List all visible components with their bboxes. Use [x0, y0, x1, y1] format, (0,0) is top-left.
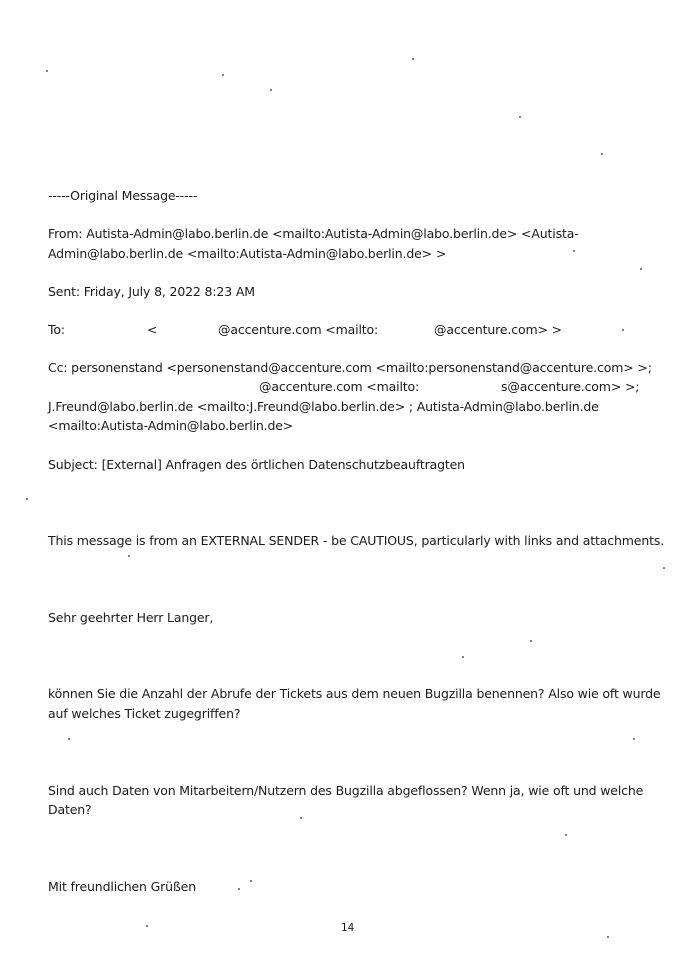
paragraph-2-line-2: Daten? — [48, 802, 92, 817]
cc-line-1: Cc: personenstand <personenstand@accenture.com <mailto:personenstand@accenture.com> >; — [48, 360, 652, 375]
external-sender-warning: This message is from an EXTERNAL SENDER - be CAUTIOUS, particularly with links and attachments. — [48, 533, 665, 548]
sent-line: Sent: Friday, July 8, 2022 8:23 AM — [48, 284, 255, 299]
salutation: Sehr geehrter Herr Langer, — [48, 610, 214, 625]
original-message-header: -----Original Message----- — [48, 188, 198, 203]
cc-line-2-part-1: @accenture.com <mailto: — [259, 379, 420, 394]
from-line-2: Admin@labo.berlin.de <mailto:Autista-Admin@labo.berlin.de> > — [48, 246, 447, 261]
closing: Mit freundlichen Grüßen — [48, 879, 196, 894]
to-angle: < — [147, 322, 158, 337]
paragraph-1-line-1: können Sie die Anzahl der Abrufe der Tickets aus dem neuen Bugzilla benennen? Also wie oft wurde — [48, 686, 661, 701]
to-address-2: @accenture.com> > — [434, 322, 562, 337]
paragraph-2-line-1: Sind auch Daten von Mitarbeitern/Nutzern des Bugzilla abgeflossen? Wenn ja, wie oft und welche — [48, 783, 644, 798]
page-number: 14 — [341, 922, 355, 934]
cc-line-3: J.Freund@labo.berlin.de <mailto:J.Freund@labo.berlin.de> ; Autista-Admin@labo.berlin.de — [48, 399, 599, 414]
subject-line: Subject: [External] Anfragen des örtlichen Datenschutzbeauftragten — [48, 457, 465, 472]
to-label: To: — [48, 322, 65, 337]
from-line-1: From: Autista-Admin@labo.berlin.de <mailto:Autista-Admin@labo.berlin.de> <Autista- — [48, 226, 579, 241]
paragraph-1-line-2: auf welches Ticket zugegriffen? — [48, 706, 241, 721]
cc-line-2-part-2: s@accenture.com> >; — [501, 379, 640, 394]
to-address-1: @accenture.com <mailto: — [218, 322, 379, 337]
cc-line-4: <mailto:Autista-Admin@labo.berlin.de> — [48, 418, 294, 433]
